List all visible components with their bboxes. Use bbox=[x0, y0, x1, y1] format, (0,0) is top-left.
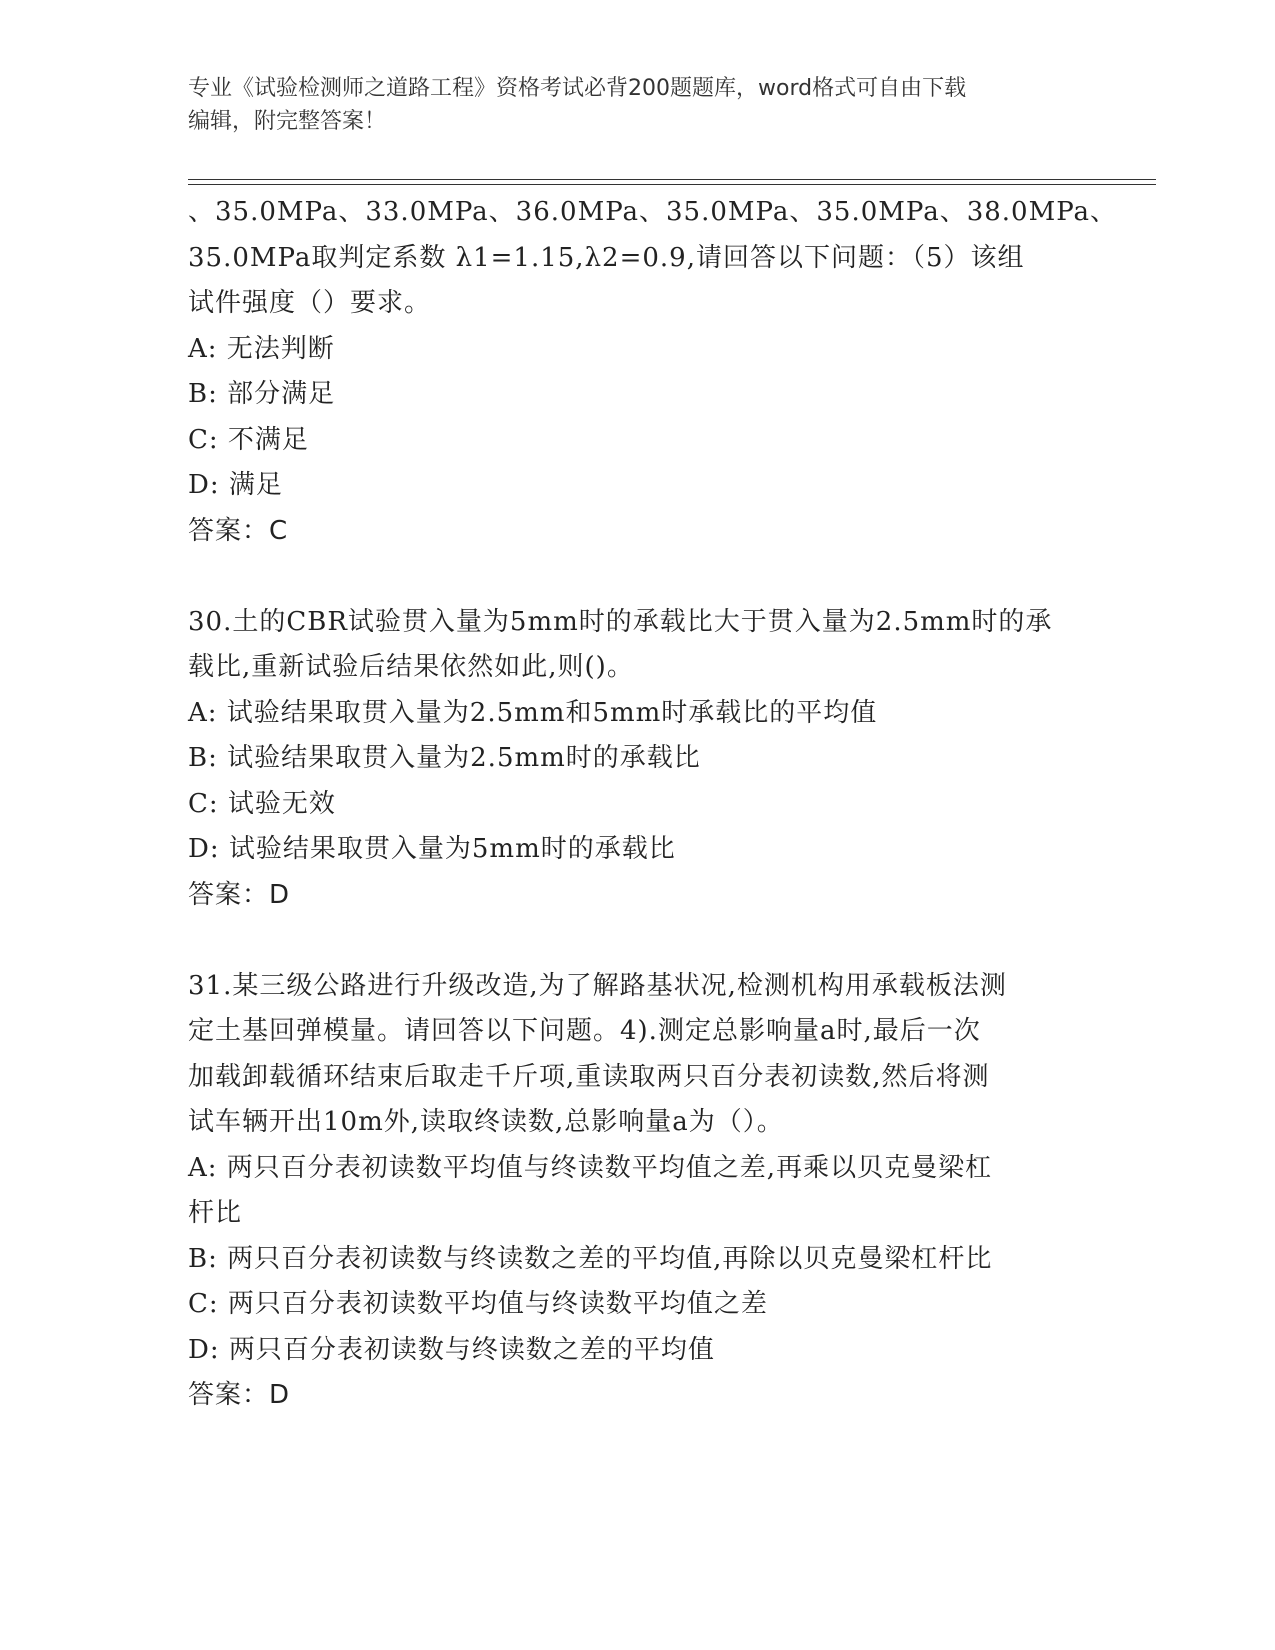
option-c: C: 两只百分表初读数平均值与终读数平均值之差 bbox=[188, 1289, 768, 1319]
answer-label: 答案：D bbox=[188, 1380, 291, 1410]
spacer bbox=[188, 918, 1088, 964]
option-c: C: 试验无效 bbox=[188, 788, 336, 819]
question-stem-line: 试车辆开出10m外,读取终读数,总影响量a为（）。 bbox=[188, 1107, 784, 1137]
header-divider-bottom bbox=[188, 184, 1156, 185]
question-30 bbox=[188, 600, 1088, 919]
option-d: D: 两只百分表初读数与终读数之差的平均值 bbox=[188, 1334, 715, 1365]
header-line-1: 专业《试验检测师之道路工程》资格考试必背200题题库，word格式可自由下载 bbox=[188, 76, 967, 101]
question-31 bbox=[188, 964, 1088, 1419]
question-stem-line: 35.0MPa取判定系数 λ1=1.15,λ2=0.9,请回答以下问题：（5）该组 bbox=[188, 242, 1025, 273]
question-list bbox=[188, 190, 1118, 1419]
question-stem-line: 加载卸载循环结束后取走千斤项,重读取两只百分表初读数,然后将测 bbox=[188, 1061, 990, 1092]
question-stem-line: 定土基回弹模量。请回答以下问题。4).测定总影响量a时,最后一次 bbox=[188, 1016, 981, 1046]
option-a: A: 两只百分表初读数平均值与终读数平均值之差,再乘以贝克曼梁杠 bbox=[188, 1152, 993, 1183]
option-b: B: 两只百分表初读数与终读数之差的平均值,再除以贝克曼梁杠杆比 bbox=[188, 1243, 993, 1274]
document-header bbox=[188, 72, 1068, 138]
question-stem-line: 载比,重新试验后结果依然如此,则()。 bbox=[188, 652, 634, 682]
option-d: D: 满足 bbox=[188, 470, 283, 500]
option-a: A: 无法判断 bbox=[188, 333, 335, 364]
question-stem-line: 、35.0MPa、33.0MPa、36.0MPa、35.0MPa、35.0MPa、38.0MPa、 bbox=[188, 197, 1118, 227]
answer-label: 答案：C bbox=[188, 515, 289, 546]
option-a-continued: 杆比 bbox=[188, 1198, 243, 1228]
question-29 bbox=[188, 190, 1118, 554]
option-a: A: 试验结果取贯入量为2.5mm和5mm时承载比的平均值 bbox=[188, 697, 878, 728]
option-b: B: 试验结果取贯入量为2.5mm时的承载比 bbox=[188, 743, 701, 773]
option-c: C: 不满足 bbox=[188, 424, 309, 455]
header-divider-top bbox=[188, 179, 1156, 180]
question-stem-line: 31.某三级公路进行升级改造,为了解路基状况,检测机构用承载板法测 bbox=[188, 970, 1007, 1001]
header-line-2: 编辑，附完整答案！ bbox=[188, 109, 387, 134]
question-stem-line: 试件强度（）要求。 bbox=[188, 288, 432, 318]
question-stem-line: 30.土的CBR试验贯入量为5mm时的承载比大于贯入量为2.5mm时的承 bbox=[188, 606, 1053, 637]
answer-label: 答案：D bbox=[188, 879, 291, 910]
option-d: D: 试验结果取贯入量为5mm时的承载比 bbox=[188, 834, 676, 864]
spacer bbox=[188, 554, 1088, 600]
option-b: B: 部分满足 bbox=[188, 379, 336, 409]
